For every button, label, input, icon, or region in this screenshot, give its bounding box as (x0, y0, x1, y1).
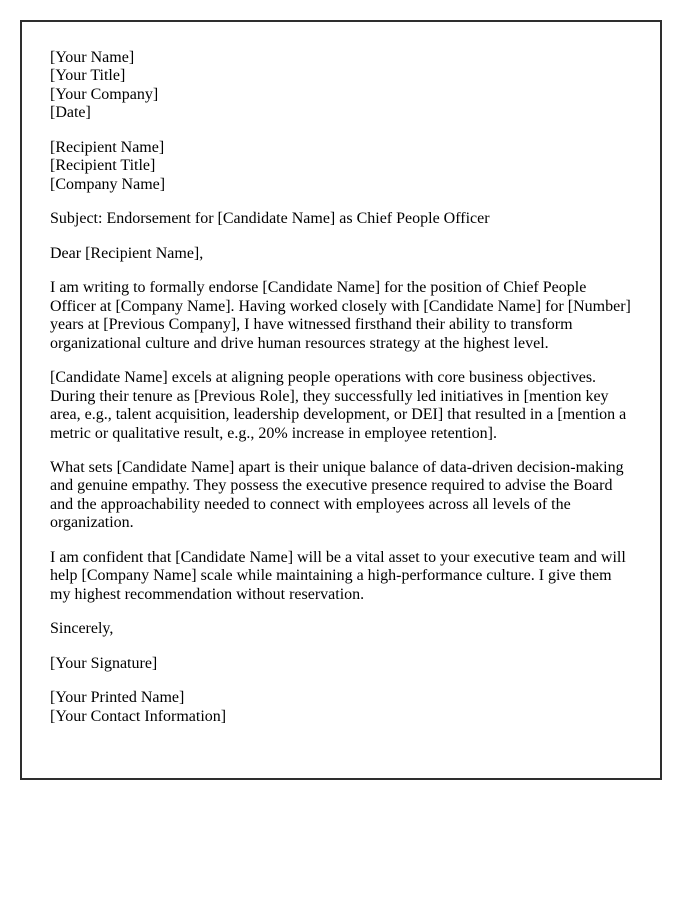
sender-title: [Your Title] (50, 67, 126, 85)
printed-name: [Your Printed Name] (50, 689, 185, 707)
recipient-name: [Recipient Name] (50, 138, 165, 156)
paragraph-recommendation: I am confident that [Candidate Name] will be a vital asset to your executive team and will help [Company Name] scale while maintaining a high-performance culture. I give them my highest recommendation without reservation. (50, 548, 626, 603)
recipient-title: [Recipient Title] (50, 157, 156, 175)
salutation: Dear [Recipient Name], (50, 244, 204, 262)
letter-page (20, 20, 662, 780)
contact-information: [Your Contact Information] (50, 707, 227, 725)
sender-block (50, 49, 632, 123)
paragraph-strengths: What sets [Candidate Name] apart is their unique balance of data-driven decision-making and genuine empathy. They possess the executive presence required to advise the Board and the approachability needed to connect with employees across all levels of the organization. (50, 458, 624, 532)
closing: Sincerely, (50, 620, 114, 638)
letter-body (22, 22, 660, 726)
paragraph-achievements: [Candidate Name] excels at aligning people operations with core business objectives. During their tenure as [Previous Role], they successfully led initiatives in [mention key area, e.g., talent acquisition, leadership development, or DEI] that resulted in a [mention a metric or qualitative result, e.g., 20% increase in employee retention]. (50, 369, 627, 442)
letter-date: [Date] (50, 104, 91, 122)
recipient-company: [Company Name] (50, 175, 166, 193)
recipient-block (50, 139, 632, 194)
sender-name: [Your Name] (50, 49, 135, 66)
signoff-block (50, 689, 632, 726)
paragraph-endorsement-intro: I am writing to formally endorse [Candidate Name] for the position of Chief People Officer at [Company Name]. Having worked closely with [Candidate Name] for [Number] years at [Previous Company], I have witnessed firsthand their ability to transform organizational culture and drive human resources strategy at the highest level. (50, 279, 631, 352)
sender-company: [Your Company] (50, 85, 159, 103)
subject-line: Subject: Endorsement for [Candidate Name] as Chief People Officer (50, 210, 490, 228)
signature-placeholder: [Your Signature] (50, 654, 158, 672)
